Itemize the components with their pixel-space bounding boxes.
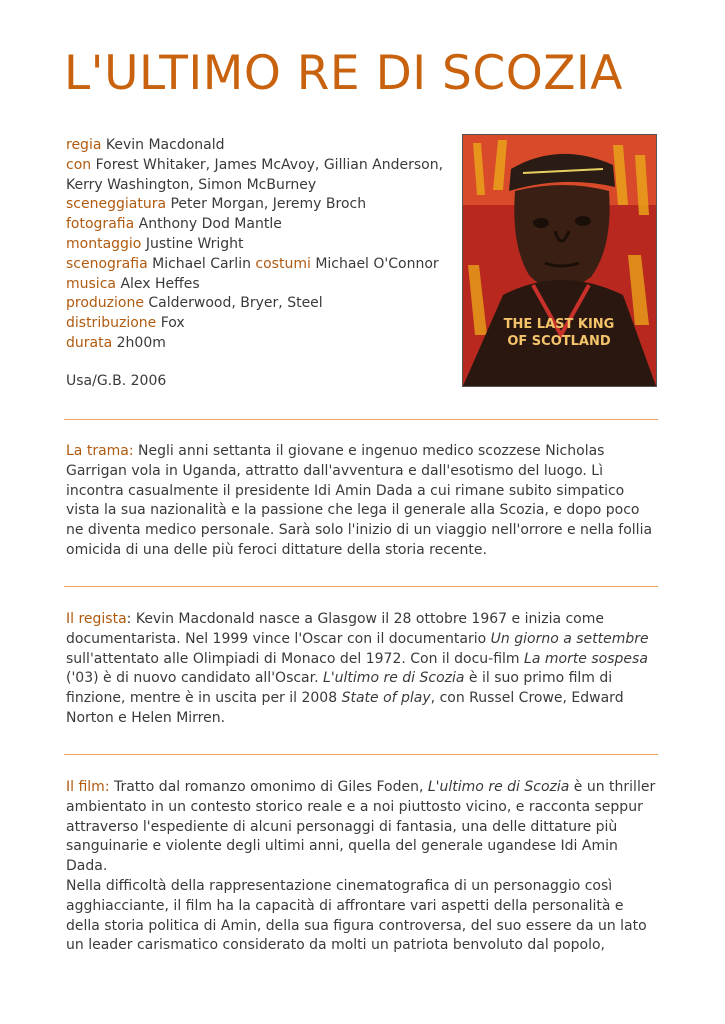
page-title: L'ULTIMO RE DI SCOZIA	[64, 46, 623, 101]
credit-montaggio	[66, 235, 466, 255]
credit-label: montaggio	[66, 235, 142, 252]
credit-value: Forest Whitaker, James McAvoy, Gillian Anderson,	[95, 156, 444, 173]
credit-label: fotografia	[66, 216, 135, 233]
credit-sceneggiatura	[66, 195, 466, 215]
credit-label: sceneggiatura	[66, 196, 167, 213]
credit-value: Kevin Macdonald	[105, 137, 225, 153]
credit-value: Fox	[160, 315, 185, 332]
credit-value: Justine Wright	[145, 235, 244, 252]
credit-value: Michael Carlin	[152, 255, 251, 272]
credit-con-continued: Kerry Washington, Simon McBurney	[66, 176, 317, 193]
credit-value: Peter Morgan, Jeremy Broch	[170, 196, 367, 213]
poster-caption-1: THE LAST KING	[503, 317, 615, 332]
regista-text: : Kevin Macdonald nasce a Glasgow il 28 ottobre 1967 e inizia come documentarista. Nel 1999 vince l'Oscar con il documentario	[66, 611, 604, 647]
credit-value: Alex Heffes	[120, 275, 200, 292]
credit-label: costumi	[255, 255, 311, 272]
film-title: L'ultimo re di Scozia	[323, 670, 465, 687]
credit-value: Anthony Dod Mantle	[138, 216, 282, 233]
credit-scenografia	[66, 255, 466, 275]
credit-con	[66, 156, 466, 176]
poster-caption-2: OF SCOTLAND	[507, 334, 611, 349]
credit-label: scenografia	[66, 255, 148, 272]
regista-paragraph	[66, 610, 660, 729]
film-text: è un thriller ambientato in un contesto storico reale e a noi piuttosto vicino, e racconta seppur attraverso l'espediente di alcuni personaggi di fantasia, una delle dittature più sanguinarie e violente degli ultimi anni, quella del generale ugandese Idi Amin Dada.	[66, 779, 656, 875]
film-title: State of play	[341, 690, 431, 707]
regista-text: ('03) è di nuovo candidato all'Oscar.	[66, 670, 324, 687]
section-label-regista: Il regista	[66, 611, 127, 627]
movie-poster	[462, 134, 657, 387]
credit-value: Michael O'Connor	[315, 255, 439, 272]
credit-fotografia	[66, 215, 466, 235]
production-origin: Usa/G.B. 2006	[66, 373, 167, 389]
regista-text: , con Russel Crowe, Edward Norton e Helen Mirren.	[66, 690, 624, 726]
section-label-film: Il film:	[66, 779, 110, 795]
section-divider	[64, 754, 658, 755]
film-title: L'ultimo re di Scozia	[427, 779, 570, 795]
credit-value: 2h00m	[116, 334, 166, 351]
regista-text: è il suo primo film di finzione, mentre è in uscita per il 2008	[66, 670, 613, 707]
credit-durata	[66, 334, 466, 354]
film-paragraph	[66, 778, 660, 956]
section-label-trama: La trama:	[66, 443, 134, 459]
regista-text: sull'attentato alle Olimpiadi di Monaco del 1972. Con il docu-film	[66, 650, 525, 667]
film-title: La morte sospesa	[524, 650, 648, 667]
credit-musica	[66, 275, 466, 295]
film-text: Nella difficoltà della rappresentazione cinematografica di un personaggio così agghiacciante, il film ha la capacità di affrontare vari aspetti della personalità e della storia politica di Amin, della sua figura controversa, del suo essere da un lato un leader carismatico considerato da molti un patriota benvoluto dal popolo,	[66, 877, 647, 954]
film-title: Un giorno a settembre	[490, 630, 649, 647]
credit-label: regia	[66, 137, 102, 153]
credit-label: distribuzione	[66, 315, 157, 332]
credits-block	[66, 136, 466, 354]
film-text: Tratto dal romanzo omonimo di Giles Foden,	[109, 779, 428, 795]
credit-distribuzione	[66, 314, 466, 334]
credit-label: produzione	[66, 295, 144, 312]
section-divider	[64, 419, 658, 420]
poster-artwork	[463, 135, 656, 386]
credit-label: durata	[66, 334, 113, 351]
credit-regia	[66, 136, 466, 156]
credit-value: Calderwood, Bryer, Steel	[148, 295, 323, 312]
credit-label: musica	[66, 275, 116, 292]
section-divider	[64, 586, 658, 587]
trama-paragraph	[66, 442, 660, 561]
trama-text: Negli anni settanta il giovane e ingenuo medico scozzese Nicholas Garrigan vola in Uganda, attratto dall'avventura e dall'esotismo del luogo. Lì incontra casualmente il presidente Idi Amin Dada a cui rimane subito simpatico vista la sua nazionalità e la passione che lega il generale alla Scozia, e dopo poco ne diventa medico personale. Sarà solo l'inizio di un viaggio nell'orrore e nella follia omicida di una delle più feroci dittature della storia recente.	[66, 443, 653, 558]
credit-produzione	[66, 294, 466, 314]
credit-label: con	[66, 156, 92, 173]
